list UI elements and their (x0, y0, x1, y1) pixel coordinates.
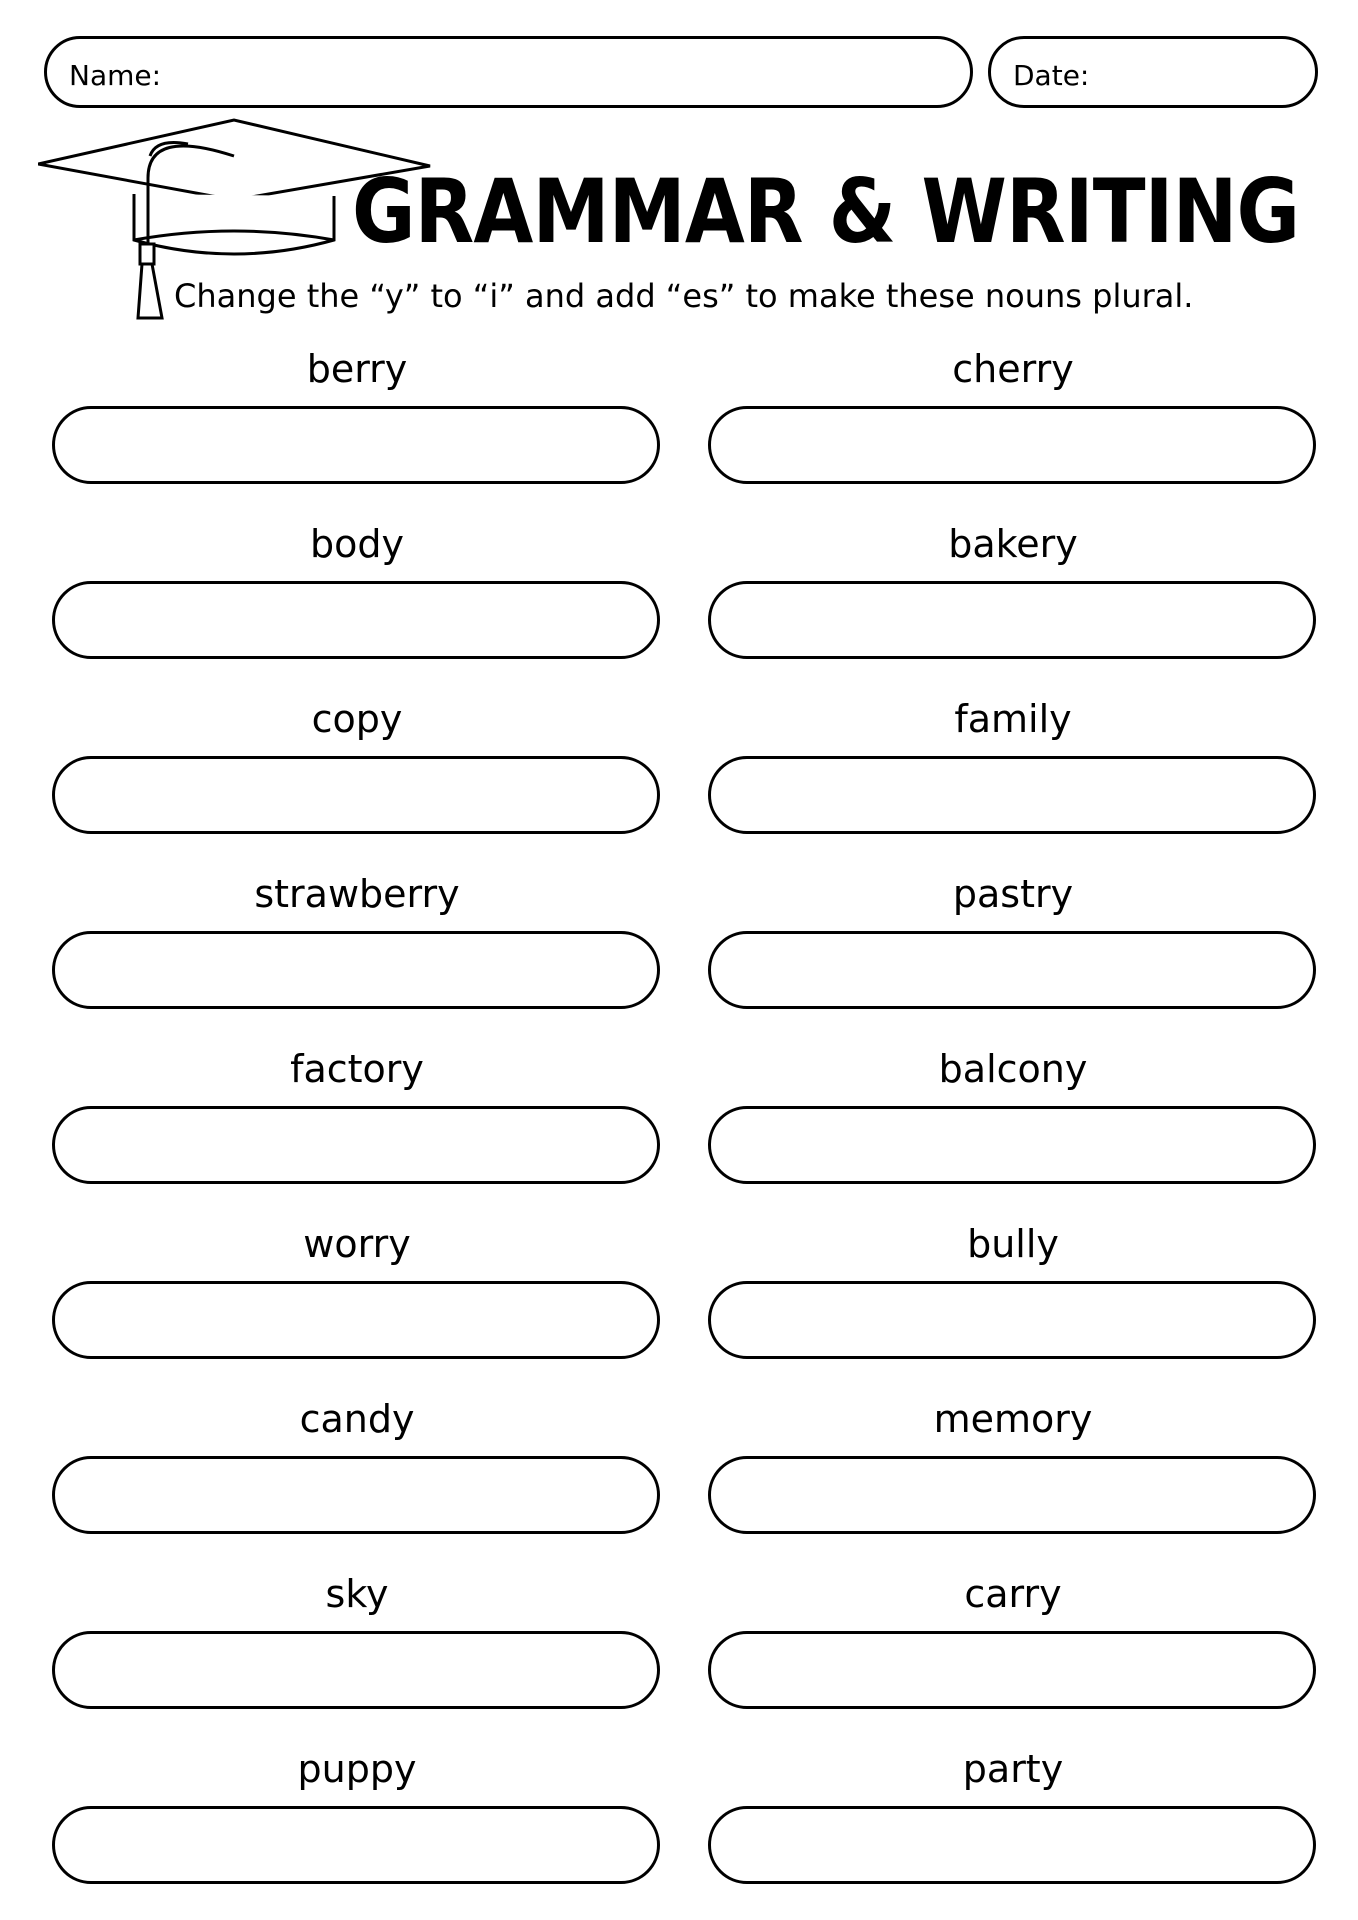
singular-noun: candy (299, 1397, 415, 1441)
singular-noun: memory (933, 1397, 1093, 1441)
singular-noun: family (954, 697, 1072, 741)
singular-noun: sky (325, 1572, 389, 1616)
singular-noun: worry (303, 1222, 411, 1266)
answer-field[interactable] (52, 581, 660, 659)
singular-noun: carry (964, 1572, 1062, 1616)
answer-field[interactable] (52, 1806, 660, 1884)
answer-field[interactable] (52, 1281, 660, 1359)
answer-field[interactable] (708, 931, 1316, 1009)
date-label: Date: (1013, 59, 1090, 92)
name-label: Name: (69, 59, 162, 92)
singular-noun: bully (967, 1222, 1059, 1266)
singular-noun: factory (290, 1047, 424, 1091)
singular-noun: body (310, 522, 404, 566)
instructions: Change the “y” to “i” and add “es” to make these nouns plural. (174, 277, 1194, 315)
singular-noun: pastry (952, 872, 1074, 916)
answer-field[interactable] (708, 406, 1316, 484)
answer-field[interactable] (708, 1281, 1316, 1359)
answer-field[interactable] (708, 1631, 1316, 1709)
answer-field[interactable] (52, 1456, 660, 1534)
answer-field[interactable] (708, 1106, 1316, 1184)
name-field[interactable] (44, 36, 973, 108)
page-title: GRAMMAR & WRITING (352, 160, 1300, 263)
date-field[interactable] (988, 36, 1318, 108)
answer-field[interactable] (52, 1106, 660, 1184)
answer-field[interactable] (52, 406, 660, 484)
answer-field[interactable] (52, 756, 660, 834)
singular-noun: balcony (938, 1047, 1088, 1091)
answer-field[interactable] (708, 756, 1316, 834)
singular-noun: puppy (297, 1747, 417, 1791)
answer-field[interactable] (708, 1806, 1316, 1884)
answer-field[interactable] (708, 581, 1316, 659)
singular-noun: strawberry (254, 872, 460, 916)
singular-noun: cherry (952, 347, 1074, 391)
answer-field[interactable] (708, 1456, 1316, 1534)
singular-noun: copy (311, 697, 403, 741)
answer-field[interactable] (52, 931, 660, 1009)
singular-noun: berry (306, 347, 408, 391)
answer-field[interactable] (52, 1631, 660, 1709)
singular-noun: party (962, 1747, 1064, 1791)
singular-noun: bakery (948, 522, 1078, 566)
